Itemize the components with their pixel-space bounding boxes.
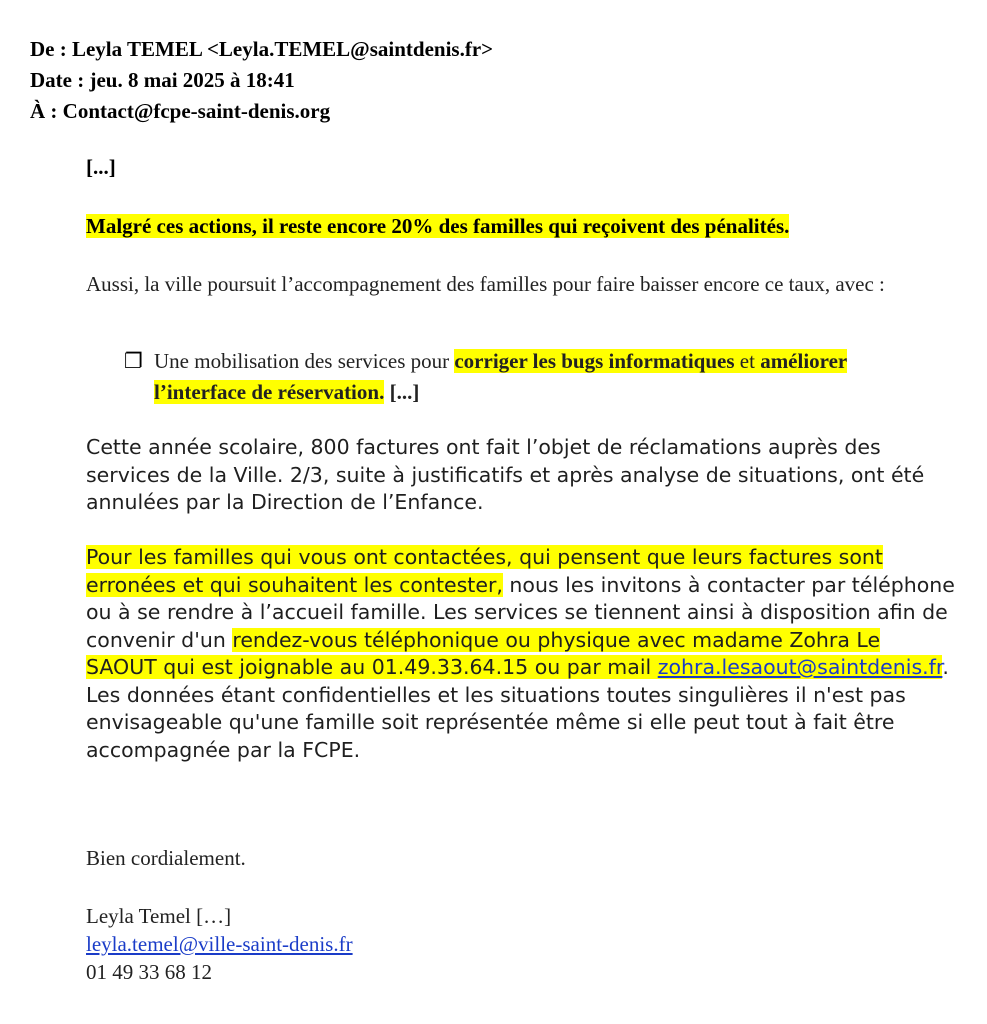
from-value: Leyla TEMEL <Leyla.TEMEL@saintdenis.fr> (71, 37, 494, 61)
date-label: Date : (30, 68, 85, 92)
contact-text: nous les invitons à contacter par téléphone ou à se rendre à l’accueil famille. Les services se tiennent ainsi à disposition afin de convenir d'un (86, 572, 955, 652)
to-line (30, 96, 493, 127)
contact-highlight-families: Pour les familles qui vous ont contactées, qui pensent que leurs factures sont erronées et qui souhaitent les contester, (86, 545, 883, 597)
signature-name: Leyla Temel […] (86, 904, 232, 928)
from-line (30, 34, 493, 65)
email-header (30, 34, 493, 127)
to-label: À : (30, 99, 58, 123)
omission-marker: [...] (86, 155, 116, 179)
date-line (30, 65, 493, 96)
contact-highlight-appointment: rendez-vous téléphonique ou physique avec madame Zohra Le SAOUT qui est joignable au 01.49.33.64.15 ou par mail (86, 627, 881, 679)
to-value: Contact@fcpe-saint-denis.org (62, 99, 331, 123)
signature-block (86, 902, 353, 986)
bullet-item (154, 346, 914, 408)
date-value: jeu. 8 mai 2025 à 18:41 (89, 68, 295, 92)
contact-end: . Les données étant confidentielles et les situations toutes singulières il n'est pas envisageable qu'une famille soit représentée même si elle peut tout à fait être accompagnée par la FCPE. (86, 655, 949, 762)
signature-phone: 01 49 33 68 12 (86, 960, 212, 984)
bullet-intro: Une mobilisation des services pour (154, 349, 455, 373)
signature-email-link[interactable]: leyla.temel@ville-saint-denis.fr (86, 932, 353, 956)
bullet-mid: et (734, 349, 761, 373)
bullet-highlight-interface: améliorer l’interface de réservation. (154, 349, 848, 404)
highlighted-statement (86, 212, 789, 240)
paragraph-contact (86, 544, 956, 764)
paragraph-factures: Cette année scolaire, 800 factures ont fait l’objet de réclamations auprès des services de la Ville. 2/3, suite à justificatifs et après analyse de situations, ont été annulées par la Direction de l’Enfance. (86, 435, 925, 514)
checkbox-bullet-icon: ❐ (124, 349, 143, 373)
contact-email-link[interactable]: zohra.lesaout@saintdenis.fr (657, 655, 943, 679)
bullet-highlight-bugs: corriger les bugs informatiques (454, 349, 735, 373)
from-label: De : (30, 37, 67, 61)
bullet-end: [...] (384, 380, 420, 404)
highlighted-text: Malgré ces actions, il reste encore 20% des familles qui reçoivent des pénalités. (86, 214, 790, 238)
closing-line: Bien cordialement. (86, 846, 246, 870)
paragraph-aussi: Aussi, la ville poursuit l’accompagnement des familles pour faire baisser encore ce taux, avec : (86, 272, 885, 296)
